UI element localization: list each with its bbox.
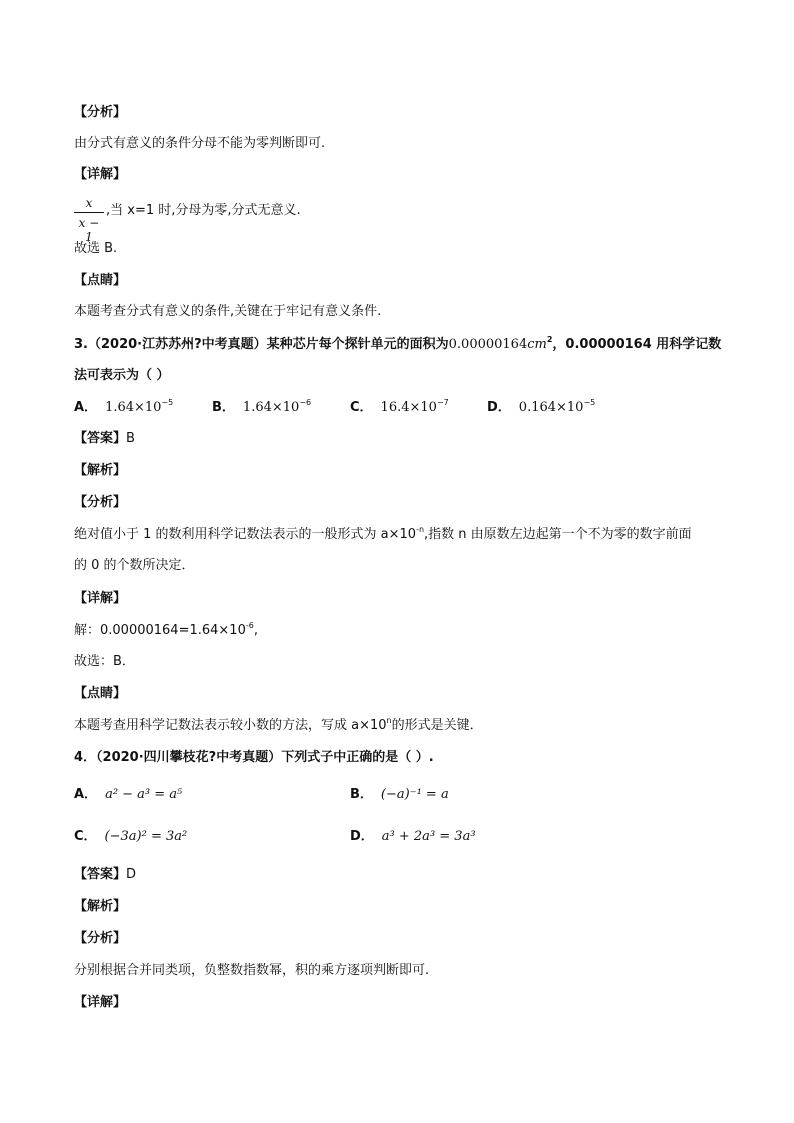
question-4-option-b[interactable]: B． (−a)⁻¹ = a [350,787,449,802]
question-3-stem-part1: 3.（2020·江苏苏州?中考真题）某种芯片每个探针单元的面积为 [74,337,449,352]
question-3-option-a[interactable]: A． $1.64\times 10^{-5}$ [74,398,174,415]
choice-statement: 故选 B. [74,241,118,256]
question-3-stem-part2: ，0.00000164 用科学记数 [552,337,722,352]
question-3-heading-solution: 【解析】 [74,463,127,478]
heading-remark: 【点睛】 [74,273,127,288]
question-4-analysis: 分别根据合并同类项，负整数指数幂，积的乘方逐项判断即可. [74,963,430,978]
fraction-denominator: x − 1 [78,216,100,244]
question-3-analysis-line1: 绝对值小于 1 的数利用科学记数法表示的一般形式为 $a\times 10^{-n}$,指数 n 由原数左边起第一个不为零的数字前面 [74,525,692,542]
question-4-option-c[interactable]: C． (−3a)² = 3a² [74,829,188,844]
question-3-stem-line2: 法可表示为（ ） [74,368,170,383]
question-3-area-value: 0.00000164 [448,337,528,352]
question-3-option-d[interactable]: D． $0.164\times 10^{-5}$ [487,398,596,415]
question-3-stem [74,336,721,354]
question-3-heading-detail: 【详解】 [74,591,127,606]
heading-analysis: 【分析】 [74,105,127,120]
question-3-choice: 故选：B． [74,654,135,669]
analysis-text: 由分式有意义的条件分母不能为零判断即可. [74,136,326,151]
question-3-area-unit: cm [527,337,547,352]
question-4-stem: 4．（2020·四川攀枝花?中考真题）下列式子中正确的是（ ）. [74,750,434,765]
question-4-heading-solution: 【解析】 [74,899,127,914]
question-3-answer-value: B [126,431,135,446]
question-3-option-b[interactable]: B． $1.64\times 10^{-6}$ [212,398,312,415]
question-3-area-unit-exp: 2 [546,335,553,344]
fraction-numerator: x [85,196,93,210]
question-3-detail: 解：$0.00000164=1.64\times 10^{-6}$, [74,621,258,638]
detail-text: ,当 x=1 时,分母为零,分式无意义. [106,203,301,218]
question-4-heading-detail: 【详解】 [74,995,127,1010]
question-4-option-d[interactable]: D． a³ + 2a³ = 3a³ [350,829,476,844]
fraction-bar [74,212,104,213]
question-3-option-c[interactable]: C． $16.4\times 10^{-7}$ [350,398,449,415]
question-4-heading-analysis: 【分析】 [74,931,127,946]
heading-detail: 【详解】 [74,167,127,182]
question-4-answer-value: D [126,867,137,882]
question-4-option-a[interactable]: A． a² − a³ = a⁵ [74,787,183,802]
question-3-analysis-line2: 的 0 的个数所决定． [74,558,195,573]
fraction-x-over-x-minus-1 [74,196,104,244]
question-3-heading-remark: 【点睛】 [74,686,127,701]
question-3-answer: 【答案】B [74,431,135,446]
question-3-heading-analysis: 【分析】 [74,495,127,510]
question-3-remark: 本题考查用科学记数法表示较小数的方法，写成 $a\times 10^n$的形式是关键． [74,716,483,733]
question-4-answer: 【答案】D [74,867,137,882]
remark-text: 本题考查分式有意义的条件,关键在于牢记有意义条件. [74,304,382,319]
